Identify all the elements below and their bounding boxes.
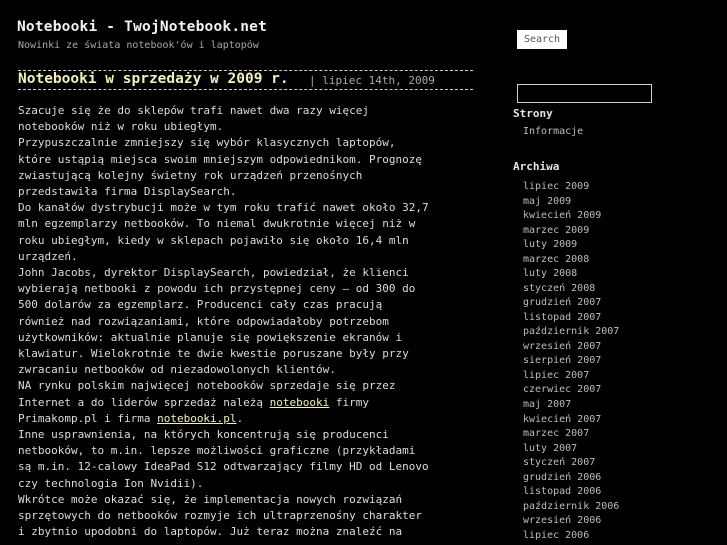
archive-link[interactable]: grudzień 2007 xyxy=(523,297,602,309)
post-text: Internet a do liderów sprzedaż należą xyxy=(18,395,270,409)
pages-heading: Strony xyxy=(513,107,553,120)
post-line: Do kanałów dystrybucji może w tym roku trafić nawet około 32,7 xyxy=(18,201,429,215)
post-title[interactable]: Notebooki w sprzedaży w 2009 r. xyxy=(18,71,289,87)
post-line: Inne usprawnienia, na których koncentrują się producenci xyxy=(18,428,389,442)
archive-link[interactable]: kwiecień 2009 xyxy=(523,210,602,222)
post-date: | lipiec 14th, 2009 xyxy=(309,74,435,87)
post-line: klawiatur. Wielokrotnie te dwie kwestie poruszane były przy xyxy=(18,347,409,361)
post-line: zwiastującą kolejny świetny rok urządzeń przenośnych xyxy=(18,168,363,182)
archive-link[interactable]: marzec 2008 xyxy=(523,253,590,265)
post-line: urządzeń. xyxy=(18,249,78,263)
post-line: Wkrótce może okazać się, że implementacja nowych rozwiązań xyxy=(18,492,403,506)
post-body xyxy=(18,103,488,540)
post-line xyxy=(18,411,488,427)
archive-link[interactable]: listopad 2007 xyxy=(523,311,602,323)
site-tagline: Nowinki ze świata notebook'ów i laptopów xyxy=(18,40,259,51)
post-line: sprzętowych do netbooków rozmyje ich ultraprzenośny charakter xyxy=(18,509,422,523)
archive-link[interactable]: lipiec 2007 xyxy=(523,369,590,381)
archive-link[interactable]: sierpień 2007 xyxy=(523,355,602,367)
archive-link[interactable]: luty 2007 xyxy=(523,442,578,454)
archive-link[interactable]: czerwiec 2007 xyxy=(523,384,602,396)
archive-link[interactable]: kwiecień 2007 xyxy=(523,413,602,425)
post-text: Primakomp.pl i firma xyxy=(18,411,158,425)
archive-link[interactable]: luty 2008 xyxy=(523,268,578,280)
archive-heading: Archiwa xyxy=(513,160,560,173)
archive-link[interactable]: październik 2007 xyxy=(523,326,620,338)
archive-link[interactable]: styczeń 2007 xyxy=(523,457,596,469)
archive-link[interactable]: marzec 2007 xyxy=(523,428,590,440)
post-line: John Jacobs, dyrektor DisplaySearch, powiedział, że klienci xyxy=(18,266,409,280)
archive-link[interactable]: lipiec 2009 xyxy=(523,181,590,192)
archive-link[interactable]: luty 2009 xyxy=(523,239,578,251)
post-line: Przypuszczalnie zmniejszy się wybór klasycznych laptopów, xyxy=(18,136,396,150)
archive-link[interactable]: grudzień 2006 xyxy=(523,471,602,483)
post-text: . xyxy=(236,411,244,425)
post-line: NA rynku polskim najwięcej notebooków sprzedaje się przez xyxy=(18,379,396,393)
post-line: użytkowników: aktualnie planuje się powiększenie ekranów i xyxy=(18,330,403,344)
archive-link[interactable]: wrzesień 2007 xyxy=(523,340,602,352)
post-line: wybierają netbooki z powodu ich przystępnej ceny – od 300 do xyxy=(18,282,416,296)
post-line: roku ubiegłym, kiedy w sklepach pojawiło się około 16,4 mln xyxy=(18,233,409,247)
archive-link[interactable]: wrzesień 2006 xyxy=(523,515,602,527)
post-line: przedstawiła firma DisplaySearch. xyxy=(18,185,237,199)
post-line: są m.in. 12-calowy IdeaPad S12 odtwarzający filmy HD od Lenovo xyxy=(18,460,429,474)
post-line: również nad rozwiązaniami, które odpowiadałoby potrzebom xyxy=(18,314,389,328)
notebooki-pl-link[interactable]: notebooki.pl xyxy=(157,411,237,425)
post-text: firmy xyxy=(329,395,370,409)
notebooki-link[interactable]: notebooki xyxy=(269,395,330,409)
post-line: czy technologia Ion Nvidii). xyxy=(18,476,204,490)
archive-link[interactable]: październik 2006 xyxy=(523,500,620,512)
sidebar-item-informacje[interactable]: Informacje xyxy=(523,126,584,137)
archive-link[interactable]: maj 2007 xyxy=(523,398,572,410)
archive-link[interactable]: lipiec 2006 xyxy=(523,529,590,541)
archive-link[interactable]: marzec 2009 xyxy=(523,224,590,236)
post-line: i zbytnio upodobni do laptopów. Już teraz można znaleźć na xyxy=(18,525,403,539)
post-line: netbooków, to m.in. lepsze możliwości graficzne (przykładami xyxy=(18,444,416,458)
title-divider-bottom xyxy=(18,89,473,90)
archive-link[interactable]: styczeń 2008 xyxy=(523,282,596,294)
archive-list xyxy=(523,180,619,543)
site-title[interactable]: Notebooki - TwojNotebook.net xyxy=(17,19,268,35)
search-button[interactable]: Search xyxy=(517,30,567,49)
post-line xyxy=(18,395,488,411)
post-line: Szacuje się że do sklepów trafi nawet dwa razy więcej xyxy=(18,104,369,117)
post-line: mln egzemplarzy netbooków. To niemal dwukrotnie więcej niż w xyxy=(18,217,416,231)
post-line: które ustąpią miejsca swoim mniejszym odpowiednikom. Prognozę xyxy=(18,152,422,166)
search-input[interactable] xyxy=(517,84,652,103)
archive-link[interactable]: listopad 2006 xyxy=(523,486,602,498)
post-line: zwracaniu netbooków od niezadowolonych klientów. xyxy=(18,363,336,377)
post-line: 500 dolarów za egzemplarz. Producenci cały czas pracują xyxy=(18,298,383,312)
archive-link[interactable]: maj 2009 xyxy=(523,195,572,207)
post-line: notebooków niż w roku ubiegłym. xyxy=(18,120,224,134)
